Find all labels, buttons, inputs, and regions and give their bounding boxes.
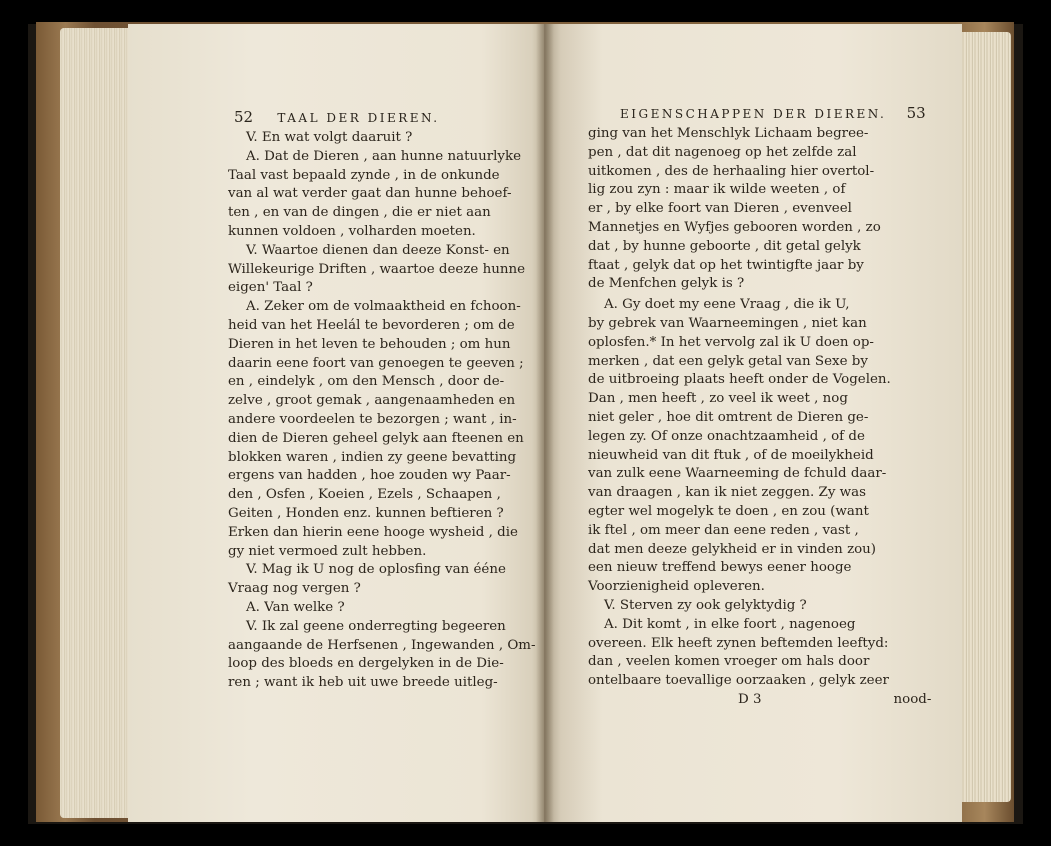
text-line: merken , dat een gelyk getal van Sexe by <box>588 353 868 369</box>
text-line: lig zou zyn : maar ik wilde weeten , of <box>588 182 846 198</box>
text-line: den , Osfen , Koeien , Ezels , Schaapen , <box>228 487 501 503</box>
left-running-title: TAAL DER DIEREN. <box>277 111 440 125</box>
text-line: legen zy. Of onze onachtzaamheid , of de <box>588 428 865 444</box>
text-line: ren ; want ik heb uit uwe breede uitleg- <box>228 675 498 691</box>
text-line: niet geler , hoe dit omtrent de Dieren ge- <box>588 409 869 425</box>
right-running-title: EIGENSCHAPPEN DER DIEREN. <box>620 107 887 121</box>
text-line: Dieren in het leven te behouden ; om hun <box>228 336 511 352</box>
text-line: dan , veelen komen vroeger om hals door <box>588 654 870 670</box>
text-line: nieuwheid van dit ftuk , of de moeilykheid <box>588 447 874 463</box>
text-line: gy niet vermoed zult hebben. <box>228 543 427 559</box>
text-line: ik ftel , om meer dan eene reden , vast , <box>588 522 859 538</box>
right-page-number: 53 <box>906 104 926 122</box>
right-page-edges <box>955 32 1011 802</box>
right-page-header <box>620 104 926 122</box>
text-line: overeen. Elk heeft zynen beftemden leeftyd: <box>588 635 889 651</box>
text-line: Voorzienigheid opleveren. <box>588 579 765 595</box>
text-line: pen , dat dit nagenoeg op het zelfde zal <box>588 144 857 160</box>
text-line: A. Van welke ? <box>246 599 345 615</box>
left-page-header <box>234 108 440 126</box>
text-line: Willekeurige Driften , waartoe deeze hunne <box>228 261 526 277</box>
text-line: er , by elke foort van Dieren , evenveel <box>588 201 852 217</box>
left-page-number: 52 <box>234 108 254 126</box>
text-line: A. Zeker om de volmaaktheid en fchoon- <box>246 299 521 315</box>
text-line: V. En wat volgt daaruit ? <box>246 130 413 145</box>
text-line: V. Mag ik U nog de oplosfing van ééne <box>246 562 506 578</box>
text-line: blokken waren , indien zy geene bevatting <box>228 449 517 465</box>
left-page <box>128 24 544 822</box>
text-line: Dan , men heeft , zo veel ik weet , nog <box>588 391 848 407</box>
right-page <box>544 24 962 822</box>
text-line: ftaat , gelyk dat op het twintigfte jaar by <box>588 257 864 273</box>
text-line: A. Dat de Dieren , aan hunne natuurlyke <box>246 148 522 164</box>
text-line: by gebrek van Waarneemingen , niet kan <box>588 315 867 331</box>
text-line: A. Dit komt , in elke foort , nagenoeg <box>604 616 856 632</box>
text-line: dien de Dieren geheel gelyk aan fteenen en <box>228 430 524 446</box>
text-line: eigen' Taal ? <box>228 280 313 296</box>
text-line: uitkomen , des de herhaaling hier overtol- <box>588 163 875 179</box>
text-line: egter wel mogelyk te doen , en zou (want <box>588 503 869 519</box>
text-line: Erken dan hierin eene hooge wysheid , die <box>228 524 518 540</box>
text-line: en , eindelyk , om den Mensch , door de- <box>228 374 505 390</box>
text-line: kunnen voldoen , volharden moeten. <box>228 223 476 239</box>
text-line: zelve , groot gemak , aangenaamheden en <box>228 393 516 409</box>
text-line: Mannetjes en Wyfjes gebooren worden , zo <box>588 219 881 235</box>
text-line: ergens van hadden , hoe zouden wy Paar- <box>228 468 511 484</box>
text-line: van al wat verder gaat dan hunne behoef- <box>228 186 512 202</box>
text-line: een nieuw treffend bewys eener hooge <box>588 560 852 576</box>
text-line: V. Ik zal geene onderregting begeeren <box>246 618 506 634</box>
catchword: nood- <box>893 691 932 707</box>
page-footer-line <box>588 691 944 710</box>
text-line: A. Gy doet my eene Vraag , die ik U, <box>604 297 850 313</box>
text-line: ten , en van de dingen , die er niet aan <box>228 205 491 221</box>
text-line: V. Waartoe dienen dan deeze Konst- en <box>246 242 510 258</box>
text-line: oplosfen.* In het vervolg zal ik U doen op- <box>588 334 874 350</box>
text-line: dat , by hunne geboorte , dit getal gelyk <box>588 238 861 254</box>
text-line: loop des bloeds en dergelyken in de Die- <box>228 656 504 672</box>
text-line: heid van het Heelál te bevorderen ; om de <box>228 317 515 333</box>
text-line: andere voordeelen te bezorgen ; want , in- <box>228 411 517 427</box>
text-line: V. Sterven zy ook gelyktydig ? <box>604 597 807 613</box>
text-line: ging van het Menschlyk Lichaam begree- <box>588 126 869 141</box>
text-line: Taal vast bepaald zynde , in de onkunde <box>228 167 500 183</box>
right-body-text <box>588 125 944 710</box>
text-line: Vraag nog vergen ? <box>228 581 361 597</box>
text-line: dat men deeze gelykheid er in vinden zou) <box>588 541 877 557</box>
text-line: aangaande de Herfsenen , Ingewanden , Om- <box>228 637 536 653</box>
text-line: de Menfchen gelyk is ? <box>588 276 745 292</box>
text-line: ontelbaare toevallige oorzaaken , gelyk zeer <box>588 673 889 689</box>
book-gutter <box>536 24 554 822</box>
signature-mark: D 3 <box>738 691 762 707</box>
text-line: daarin eene foort van genoegen te geeven ; <box>228 355 524 371</box>
text-line: van zulk eene Waarneeming de fchuld daar- <box>588 466 887 482</box>
text-line: van draagen , kan ik niet zeggen. Zy was <box>588 485 866 501</box>
text-line: de uitbroeing plaats heeft onder de Vogelen. <box>588 372 891 388</box>
text-line: Geiten , Honden enz. kunnen beftieren ? <box>228 505 504 521</box>
